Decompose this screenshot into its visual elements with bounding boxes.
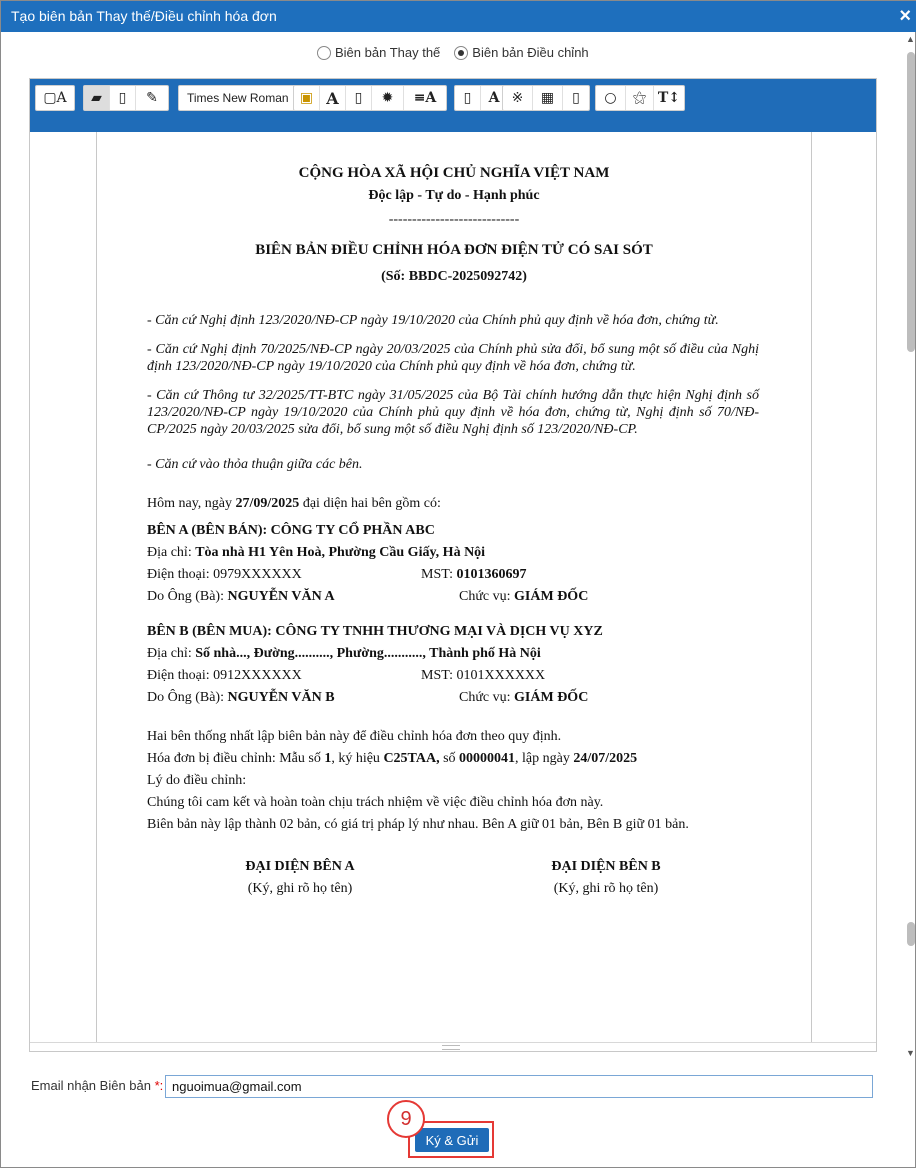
toolbar-group-1 (35, 85, 75, 111)
party-b-tax: 0101XXXXXX (456, 668, 546, 683)
party-a-address-label: Địa chỉ: (147, 545, 196, 560)
editor-resize-handle[interactable] (30, 1042, 876, 1051)
sign-a-note: (Ký, ghi rõ họ tên) (247, 881, 353, 896)
party-a-heading: BÊN A (BÊN BÁN): CÔNG TY CỔ PHẦN ABC (147, 523, 435, 538)
toolbar-group-3 (178, 85, 298, 111)
today-prefix: Hôm nay, ngày (147, 496, 236, 511)
party-b-position-line (459, 690, 588, 706)
image-icon[interactable]: ▣ (294, 86, 320, 110)
dialog-scrollbar[interactable] (904, 32, 916, 1062)
party-a-rep-label: Do Ông (Bà): (147, 589, 228, 604)
radio-adjust-label: Biên bản Điều chỉnh (472, 45, 589, 60)
party-a-position: GIÁM ĐỐC (514, 589, 589, 604)
radio-adjust-circle[interactable] (454, 46, 468, 60)
email-input[interactable] (165, 1075, 873, 1098)
text-height-icon[interactable]: T↕ (657, 90, 681, 106)
party-a-phone-label: Điện thoại: (147, 567, 214, 582)
invoice-symbol: C25TAA, (383, 751, 440, 766)
legal-basis-4: - Căn cứ vào thỏa thuận giữa các bên. (147, 457, 363, 472)
reason-text: Lý do điều chỉnh: (147, 773, 247, 788)
document-page[interactable] (96, 132, 812, 1042)
box-text-icon[interactable]: ▢A (43, 90, 67, 106)
party-b-tax-label: MST: (421, 668, 457, 683)
scroll-up-icon[interactable]: ▲ (906, 34, 915, 44)
invoice-mid2: số (439, 751, 460, 766)
blank-icon[interactable]: ▯ (346, 86, 372, 110)
blank-icon[interactable]: ▯ (110, 86, 136, 110)
scroll-down-icon[interactable]: ▼ (906, 1048, 915, 1058)
party-b-rep-line (147, 690, 335, 706)
text-color-icon[interactable]: A (488, 90, 500, 106)
separator-line: ---------------------------- (388, 212, 520, 227)
legal-basis-3: - Căn cứ Thông tư 32/2025/TT-BTC ngày 31/05/2025 của Bộ Tài chính hướng dẫn thực hiện Nghị định số 123/2020/NĐ-CP ngày 19/10/2020 của Chính phủ quy định về hóa đơn, chứng từ, Nghị định số 70/NĐ-CP/2025 ngày 20/03/2025 sửa đổi, bổ sung một số điều Nghị định số 123/2020/NĐ-CP. (147, 388, 759, 437)
party-a-rep-line (147, 589, 335, 605)
invoice-date: 24/07/2025 (573, 751, 638, 766)
today-date: 27/09/2025 (235, 496, 300, 511)
legal-basis-2: - Căn cứ Nghị định 70/2025/NĐ-CP ngày 20/03/2025 của Chính phủ sửa đổi, bổ sung một số điều của Nghị định 123/2020/NĐ-CP ngày 19/10/2020 của Chính phủ quy định về hóa đơn, chứng từ. (147, 342, 759, 374)
font-size-icon[interactable]: A (320, 86, 346, 110)
party-b-phone-label: Điện thoại: (147, 668, 214, 683)
sign-b-title: ĐẠI DIỆN BÊN B (551, 859, 661, 874)
toolbar-group-7 (595, 85, 685, 111)
close-icon[interactable]: × (899, 5, 911, 27)
dialog-title: Tạo biên bản Thay thế/Điều chỉnh hóa đơn (11, 8, 277, 24)
scrollbar-thumb-lower[interactable] (907, 922, 915, 946)
resize-grip-icon (442, 1045, 460, 1050)
font-family-select[interactable]: Times New Roman (187, 91, 289, 105)
party-b-address-line (147, 646, 541, 662)
report-type-radios (317, 45, 589, 60)
party-b-tax-line (421, 668, 545, 684)
editor-toolbar (30, 79, 876, 132)
required-marker: *: (154, 1078, 164, 1093)
sign-a-title: ĐẠI DIỆN BÊN A (245, 859, 355, 874)
document-title: BIÊN BẢN ĐIỀU CHỈNH HÓA ĐƠN ĐIỆN TỬ CÓ SAI SÓT (255, 242, 653, 258)
email-label (31, 1078, 163, 1093)
blank-icon[interactable]: ▯ (572, 90, 580, 106)
toolbar-group-4 (293, 85, 447, 111)
party-a-tax-label: MST: (421, 567, 457, 582)
circle-icon[interactable]: ○ (596, 86, 626, 110)
editor-content-area[interactable] (30, 132, 876, 1042)
sign-send-button[interactable]: Ký & Gửi (415, 1128, 489, 1152)
table-icon[interactable]: ▦ (533, 86, 563, 110)
blank-icon[interactable]: ▯ (455, 86, 481, 110)
pencil-icon[interactable]: ✎ (146, 90, 158, 106)
align-text-icon[interactable]: ≡A (413, 90, 437, 106)
party-b-position: GIÁM ĐỐC (514, 690, 589, 705)
step-marker: 9 (387, 1100, 425, 1138)
party-a-phone: 0979XXXXXX (213, 567, 302, 582)
special-char-icon[interactable]: ※ (503, 86, 533, 110)
party-b-address-label: Địa chỉ: (147, 646, 196, 661)
party-a-phone-line (147, 567, 302, 583)
agreement-text: Hai bên thống nhất lập biên bản này để điều chỉnh hóa đơn theo quy định. (147, 729, 562, 744)
party-a-position-line (459, 589, 588, 605)
invoice-line (147, 751, 637, 767)
magic-wand-icon[interactable]: ⚝ (626, 86, 654, 110)
party-a-position-label: Chức vụ: (459, 589, 515, 604)
rich-text-editor (29, 78, 877, 1052)
party-a-address: Tòa nhà H1 Yên Hoà, Phường Cầu Giấy, Hà Nội (195, 545, 486, 560)
radio-replace-label: Biên bản Thay thế (335, 45, 441, 60)
radio-replace[interactable] (317, 45, 440, 60)
national-title: CỘNG HÒA XÃ HỘI CHỦ NGHĨA VIỆT NAM (298, 165, 610, 181)
invoice-prefix: Hóa đơn bị điều chỉnh: Mẫu số (147, 751, 325, 766)
today-suffix: đại diện hai bên gồm có: (299, 496, 441, 511)
national-motto: Độc lập - Tự do - Hạnh phúc (368, 188, 540, 203)
document-number: (Số: BBDC-2025092742) (381, 269, 527, 284)
email-label-text: Email nhận Biên bản (31, 1078, 151, 1093)
toolbar-group-6 (502, 85, 590, 111)
today-line (147, 496, 441, 512)
copies-text: Biên bản này lập thành 02 bản, có giá trị pháp lý như nhau. Bên A giữ 01 bản, Bên B giữ 01 bản. (147, 817, 689, 832)
party-a-tax: 0101360697 (456, 567, 527, 582)
party-a-rep: NGUYỄN VĂN A (227, 589, 335, 604)
radio-replace-circle[interactable] (317, 46, 331, 60)
scrollbar-thumb[interactable] (907, 52, 915, 352)
toolbar-group-5 (454, 85, 508, 111)
party-b-rep-label: Do Ông (Bà): (147, 690, 228, 705)
bug-icon[interactable]: ✹ (372, 86, 404, 110)
sign-b-note: (Ký, ghi rõ họ tên) (553, 881, 659, 896)
invoice-mid3: , lập ngày (515, 751, 574, 766)
party-a-address-line (147, 545, 485, 561)
eraser-icon[interactable]: ▰ (84, 86, 110, 110)
commitment-text: Chúng tôi cam kết và hoàn toàn chịu trách nhiệm về việc điều chỉnh hóa đơn này. (147, 795, 604, 810)
party-b-address: Số nhà..., Đường.........., Phường..........., Thành phố Hà Nội (195, 646, 541, 661)
dialog-titlebar (1, 1, 916, 32)
party-b-phone: 0912XXXXXX (213, 668, 302, 683)
legal-basis-1: - Căn cứ Nghị định 123/2020/NĐ-CP ngày 19/10/2020 của Chính phủ quy định về hóa đơn, chứng từ. (147, 313, 719, 328)
party-a-tax-line (421, 567, 526, 583)
party-b-rep: NGUYỄN VĂN B (227, 690, 335, 705)
party-b-position-label: Chức vụ: (459, 690, 515, 705)
party-b-phone-line (147, 668, 302, 684)
invoice-mid1: , ký hiệu (331, 751, 384, 766)
radio-adjust[interactable] (454, 45, 588, 60)
invoice-form: 1 (324, 751, 332, 766)
toolbar-group-2 (83, 85, 169, 111)
invoice-number: 00000041 (459, 751, 516, 766)
party-b-heading: BÊN B (BÊN MUA): CÔNG TY TNHH THƯƠNG MẠI VÀ DỊCH VỤ XYZ (147, 624, 603, 639)
